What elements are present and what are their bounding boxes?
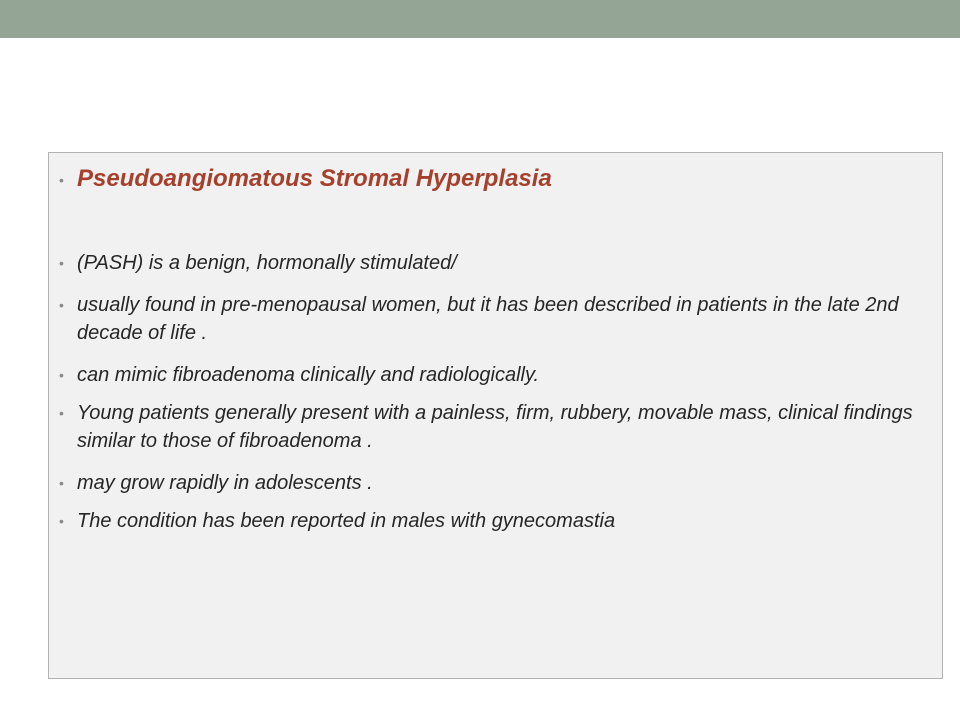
bullet-text: may grow rapidly in adolescents . <box>77 472 373 494</box>
bullet-dot-icon: • <box>59 367 64 383</box>
bullet-text: Young patients generally present with a painless, firm, rubbery, movable mass, clinical findings similar to those of fibroadenoma . <box>77 402 913 452</box>
bullet-dot-icon: • <box>59 255 64 271</box>
slide-title <box>59 163 919 195</box>
bullet-item <box>59 507 919 535</box>
bullet-dot-icon: • <box>59 297 64 313</box>
content-box <box>48 152 943 679</box>
bullet-dot-icon: • <box>59 405 64 421</box>
bullet-item <box>59 361 919 389</box>
slide-title-text: Pseudoangiomatous Stromal Hyperplasia <box>77 165 552 192</box>
bullet-text: (PASH) is a benign, hormonally stimulated/ <box>77 252 457 274</box>
bullet-dot-icon: • <box>59 513 64 529</box>
bullet-item <box>59 399 919 455</box>
bullet-item <box>59 249 919 277</box>
top-accent-bar <box>0 0 960 38</box>
bullet-text: can mimic fibroadenoma clinically and radiologically. <box>77 364 540 386</box>
bullet-dot-icon: • <box>59 475 64 491</box>
bullet-dot-icon: • <box>59 172 64 188</box>
bullet-item <box>59 291 919 347</box>
bullet-text: usually found in pre-menopausal women, but it has been described in patients in the late 2nd decade of life . <box>77 294 899 344</box>
bullet-item <box>59 469 919 497</box>
bullet-text: The condition has been reported in males with gynecomastia <box>77 510 616 532</box>
